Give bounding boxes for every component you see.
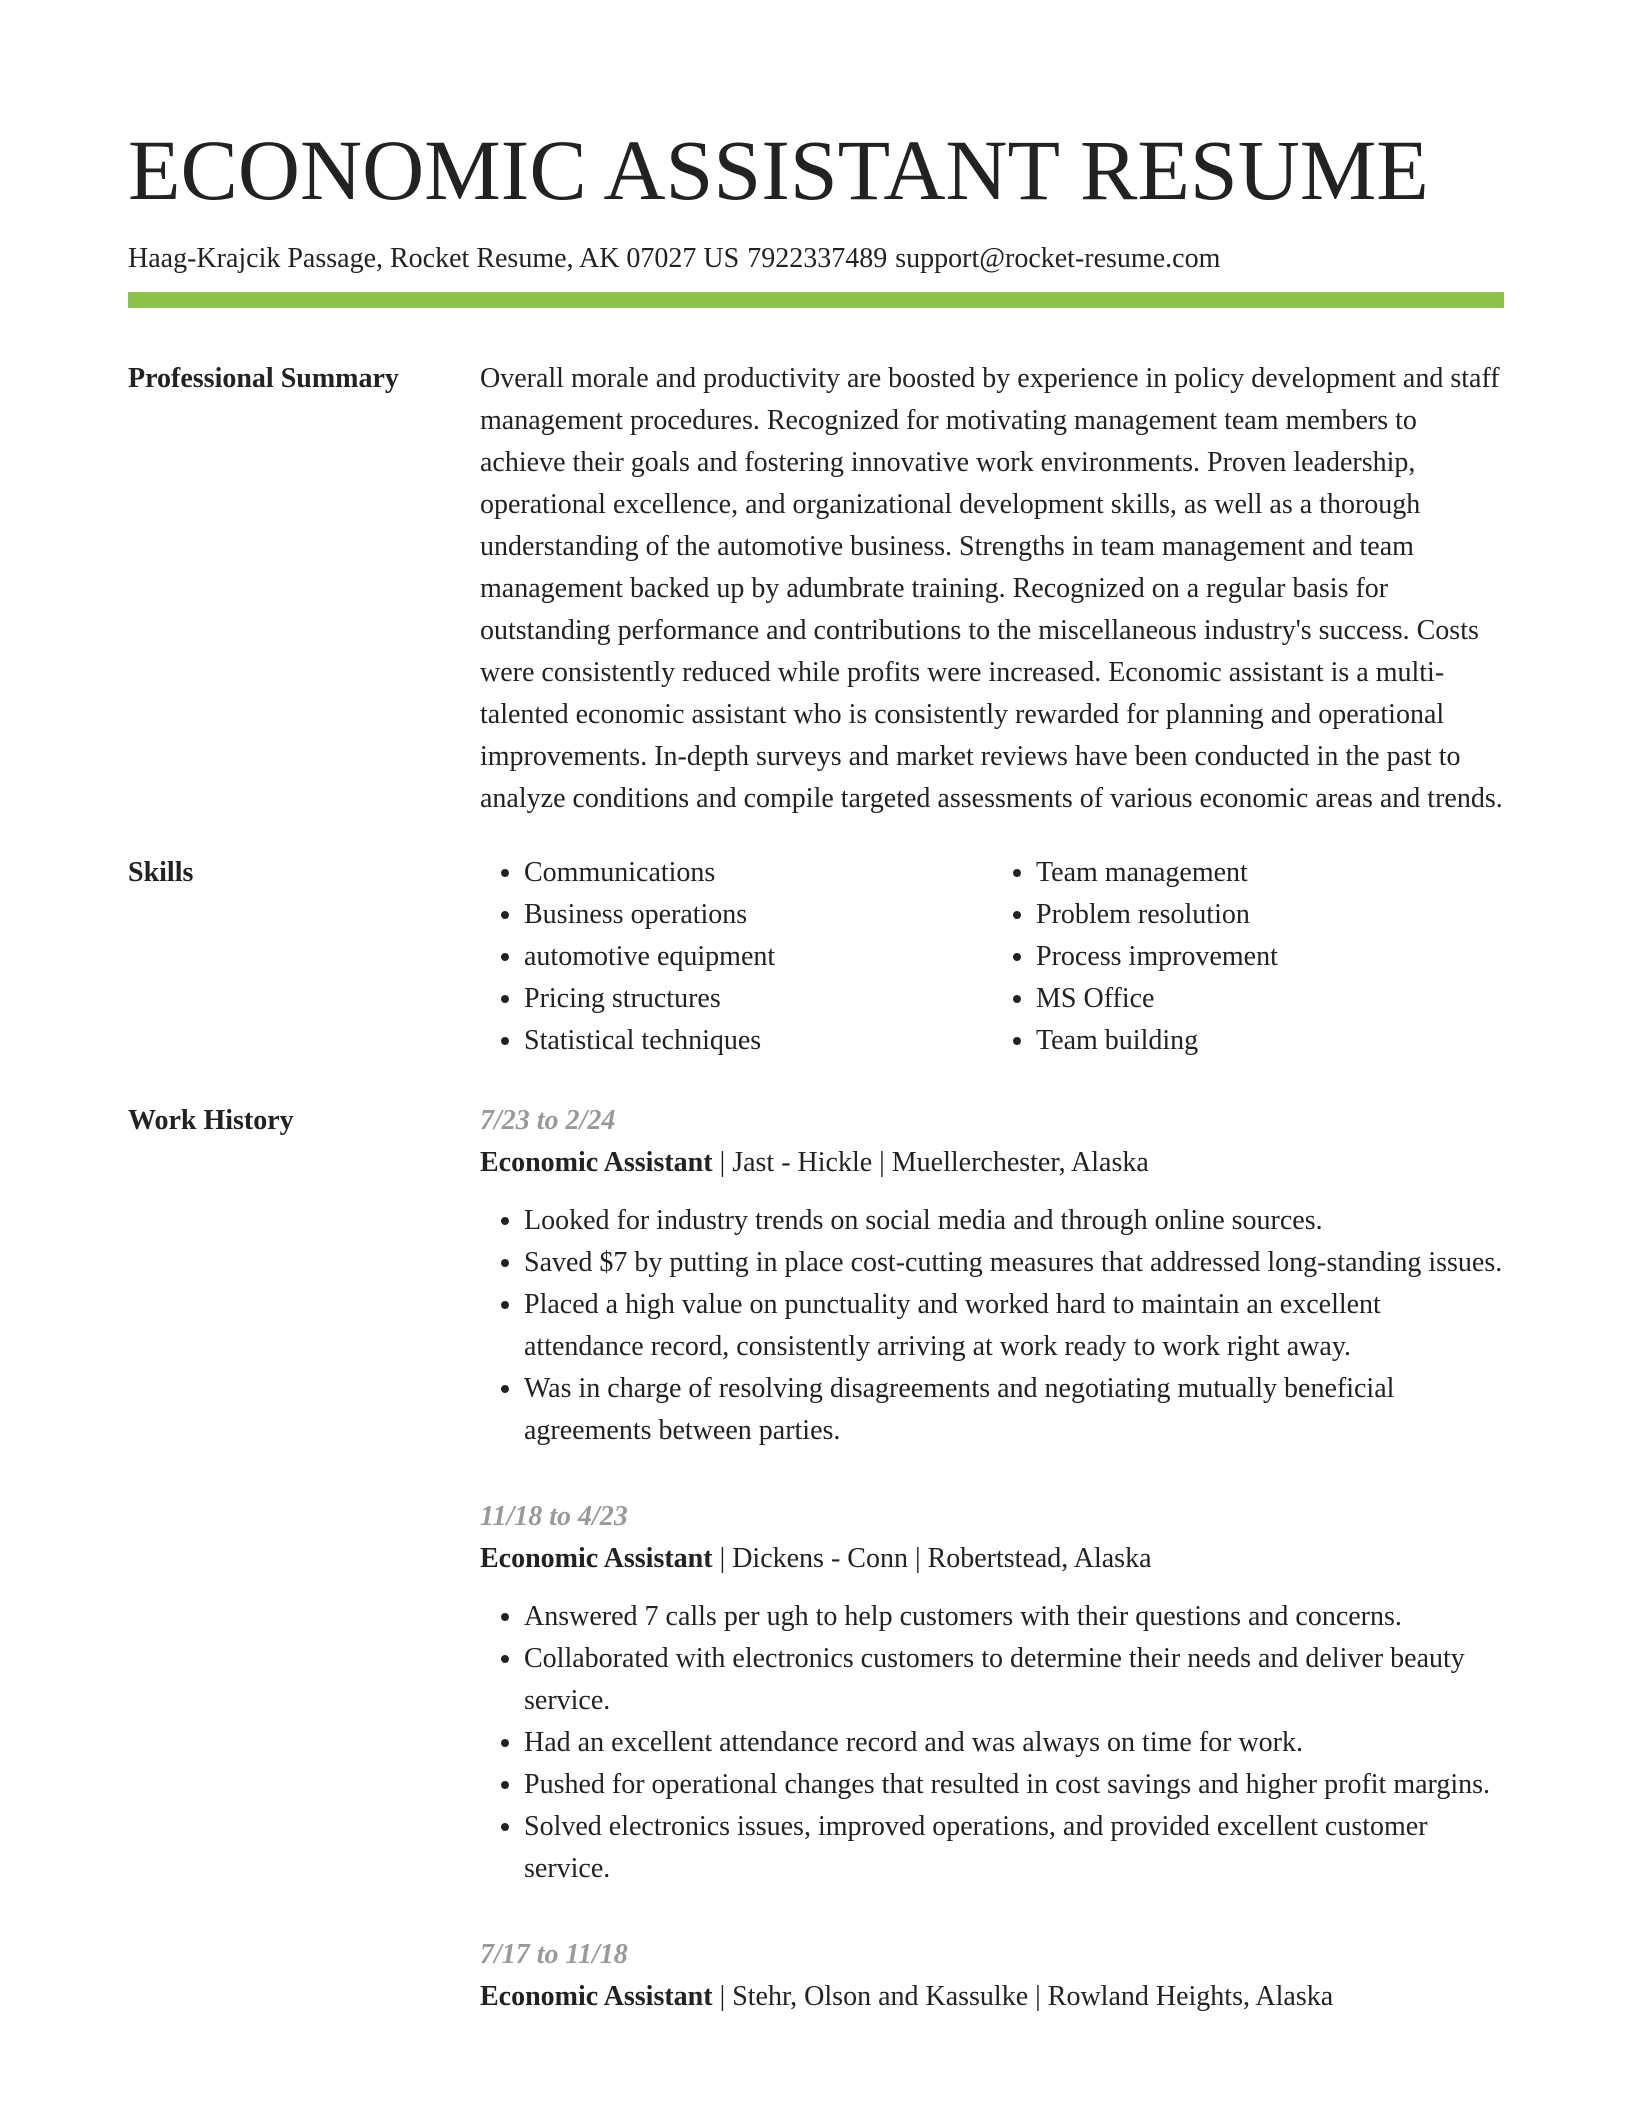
accent-divider <box>128 292 1504 308</box>
skill-item: • Problem resolution <box>1036 894 1504 936</box>
resume-page <box>128 0 1504 2062</box>
job-location: Robertstead, Alaska <box>927 1543 1152 1574</box>
skills-list-left <box>480 852 992 1062</box>
section-label: Skills <box>128 857 194 888</box>
job-heading <box>480 1538 1504 1580</box>
section-body <box>480 1100 1504 2062</box>
job-entry <box>480 1100 1504 1452</box>
job-bullets <box>480 1596 1504 1890</box>
job-heading <box>480 1142 1504 1184</box>
separator: | <box>879 1147 885 1178</box>
job-bullet: • Looked for industry trends on social media and through online sources. <box>524 1200 1504 1242</box>
job-title: Economic Assistant <box>480 1543 713 1574</box>
job-company: Stehr, Olson and Kassulke <box>732 1981 1029 2012</box>
job-bullet: • Collaborated with electronics customers to determine their needs and deliver beauty service. <box>524 1638 1504 1722</box>
job-bullet: • Had an excellent attendance record and was always on time for work. <box>524 1722 1504 1764</box>
skills-list-right <box>992 852 1504 1062</box>
job-location: Muellerchester, Alaska <box>891 1147 1149 1178</box>
professional-summary-section <box>128 358 1504 820</box>
job-location: Rowland Heights, Alaska <box>1047 1981 1334 2012</box>
job-bullet: • Placed a high value on punctuality and worked hard to maintain an excellent attendance record, consistently arriving at work ready to work right away. <box>524 1284 1504 1368</box>
contact-email: support@rocket-resume.com <box>895 243 1221 274</box>
work-history-section <box>128 1100 1504 2062</box>
job-company: Dickens - Conn <box>732 1543 908 1574</box>
skills-section <box>128 852 1504 1062</box>
section-body <box>480 358 1504 820</box>
job-bullet: • Pushed for operational changes that resulted in cost savings and higher profit margins. <box>524 1764 1504 1806</box>
job-bullet: • Was in charge of resolving disagreements and negotiating mutually beneficial agreements between parties. <box>524 1368 1504 1452</box>
skill-item: • Team management <box>1036 852 1504 894</box>
skill-item: • Business operations <box>524 894 992 936</box>
job-bullet: • Answered 7 calls per ugh to help customers with their questions and concerns. <box>524 1596 1504 1638</box>
job-bullet: • Solved electronics issues, improved operations, and provided excellent customer service. <box>524 1806 1504 1890</box>
separator: | <box>719 1147 726 1178</box>
section-label: Work History <box>128 1105 294 1136</box>
separator: | <box>719 1543 726 1574</box>
section-label: Professional Summary <box>128 363 399 394</box>
skill-item: • automotive equipment <box>524 936 992 978</box>
separator: | <box>719 1981 726 2012</box>
job-dates: 7/17 to 11/18 <box>480 1939 628 1970</box>
job-bullets <box>480 1200 1504 1452</box>
skill-item: • MS Office <box>1036 978 1504 1020</box>
skill-item: • Statistical techniques <box>524 1020 992 1062</box>
skill-item: • Pricing structures <box>524 978 992 1020</box>
job-title: Economic Assistant <box>480 1981 713 2012</box>
job-company: Jast - Hickle <box>732 1147 873 1178</box>
job-dates: 11/18 to 4/23 <box>480 1501 628 1532</box>
skill-item: • Communications <box>524 852 992 894</box>
contact-phone: 7922337489 <box>747 243 888 274</box>
job-heading <box>480 1976 1504 2018</box>
resume-title: ECONOMIC ASSISTANT RESUME <box>128 122 1429 218</box>
job-bullet: • Saved $7 by putting in place cost-cutting measures that addressed long-standing issues. <box>524 1242 1504 1284</box>
summary-text: Overall morale and productivity are boosted by experience in policy development and staff management procedures. Recognized for motivating management team members to achieve their goals and fostering innovative work environments. Proven leadership, operational excellence, and organizational development skills, as well as a thorough understanding of the automotive business. Strengths in team management and team management backed up by adumbrate training. Recognized on a regular basis for outstanding performance and contributions to the miscellaneous industry's success. Costs were consistently reduced while profits were increased. Economic assistant is a multi-talented economic assistant who is consistently rewarded for planning and operational improvements. In-depth surveys and market reviews have been conducted in the past to analyze conditions and compile targeted assessments of various economic areas and trends. <box>480 363 1503 814</box>
contact-line <box>128 242 1504 276</box>
job-title: Economic Assistant <box>480 1147 713 1178</box>
separator: | <box>914 1543 921 1574</box>
job-entry <box>480 1934 1504 2018</box>
separator: | <box>1035 1981 1041 2012</box>
job-entry <box>480 1496 1504 1890</box>
skills-grid <box>480 852 1504 1062</box>
skill-item: • Process improvement <box>1036 936 1504 978</box>
job-dates: 7/23 to 2/24 <box>480 1105 616 1136</box>
contact-address: Haag-Krajcik Passage, Rocket Resume, AK 07027 US <box>128 243 740 274</box>
skill-item: • Team building <box>1036 1020 1504 1062</box>
